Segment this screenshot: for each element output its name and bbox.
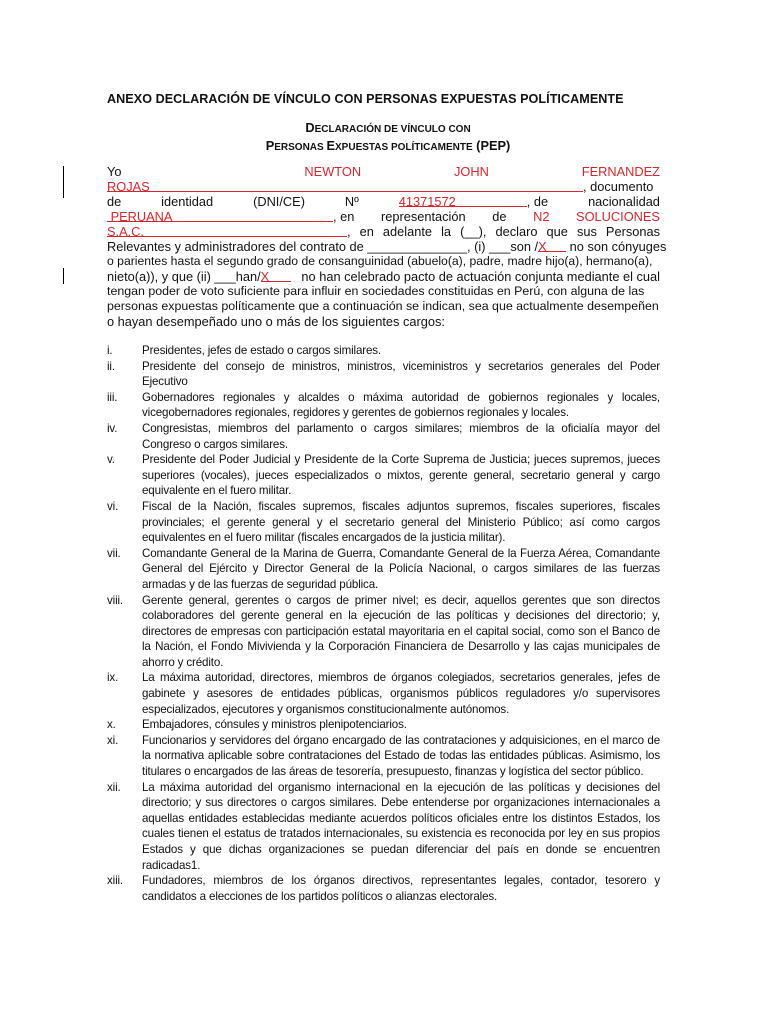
company-field: S.A.C. [107,224,144,239]
declaration-text: no son cónyuges [569,239,667,254]
nationality-value: PERUANA [110,209,173,224]
declaration-line [107,164,660,179]
change-bar [63,166,64,198]
document-title: ANEXO DECLARACIÓN DE VÍNCULO CON PERSONAS EXPUESTAS POLÍTICAMENTE [107,92,624,106]
cargo-number: iii. [107,390,118,404]
declaration-text: , documento [583,179,654,194]
cargo-text: Gobernadores regionales y alcaldes o máxima autoridad de gobiernos regionales y locales, vicegobernadores regionales, regidores y gerentes de gobiernos regionales y locales. [142,390,660,420]
declaration-text: Nº [344,194,359,209]
checkbox-mark [261,269,291,282]
declaration-line [107,224,660,239]
declaration-text: personas expuestas políticamente que a continuación se indican, sea que actualmente desempeñen [107,299,659,313]
change-bar [63,268,64,284]
dni-value: 41371572 [398,194,456,209]
cargo-number: xi. [107,733,119,747]
cargo-list-item [107,499,660,546]
declaration-text: , en [333,209,355,224]
declaration-text: (DNI/CE) [253,194,305,209]
cargo-list-item [107,670,660,717]
declaration-line [107,209,660,224]
subtitle-cap: D [305,120,315,135]
declaration-text: , de [526,194,549,209]
name-field-middle: JOHN [454,164,489,179]
declaration-line [107,299,660,314]
declaration-line [107,284,660,299]
cargo-number: xiii. [107,874,123,888]
subtitle-cap: P [265,138,275,153]
declaration-paragraph [107,164,667,329]
cargo-list-item [107,390,660,421]
cargo-number: xii. [107,780,121,794]
subtitle-cap: E [326,138,336,153]
declaration-line [107,194,660,209]
cargo-number: vi. [107,499,119,513]
subtitle-text: ECLARACIÓN DE VÍNCULO CON [314,124,471,135]
declaration-line [107,254,660,269]
cargo-text: La máxima autoridad del organismo internacional en la ejecución de las políticas y decisiones del directorio; y sus directores o cargos similares. Debe entenderse por organizaciones internacionales a aquellas entidades establecidas mediante acuerdos políticos oficiales entre los distintos Estados, los cuales tienen el estatus de tratados internacionales, su existencia es reconocida por ley en sus propios Estados y que dichas organizaciones se puedan diferenciar del país en donde se encuentren radicadas1. [142,780,660,872]
cargo-list-item [107,452,660,499]
cargo-number: viii. [107,593,123,607]
declaration-text: Relevantes y administradores del contrato de ______________, (i) ___son / [107,239,539,254]
subtitle-text: (PEP) [472,138,511,153]
declaration-text: tengan poder de voto suficiente para influir en sociedades constituidas en Perú, con alguna de las [107,284,645,298]
mark-x: X [538,239,547,254]
name-field-first: NEWTON [304,164,362,179]
cargo-text: Funcionarios y servidores del órgano encargado de las contrataciones y adquisiciones, en el marco de la normativa aplicable sobre contrataciones del Estado de todas las entidades públicas. Asimismo, los titulares o encargados de las áreas de tesorería, presupuesto, finanzas y logística del sector público. [142,733,660,779]
declaration-text: Yo [107,164,122,179]
cargo-number: vii. [107,546,121,560]
cargo-number: v. [107,453,115,467]
declaration-text: representación [380,209,466,224]
mark-x: X [260,269,270,284]
cargo-list-item [107,717,660,733]
cargo-text: Comandante General de la Marina de Guerra, Comandante General de la Fuerza Aérea, Comandante General del Ejército y Director General de la Policía Nacional, o cargos similares de las fuerzas armadas y de las fuerzas de seguridad pública. [142,546,660,591]
cargo-text: Gerente general, gerentes o cargos de primer nivel; es decir, aquellos gerentes que son directos colaboradores del gerente general en la ejecución de las políticas y decisiones del directorio; y, directores de empresas con participación estatal mayoritaria en el capital social, como son el Banco de la Nación, el Fondo Mivivienda y la Corporación Financiera de Desarrollo y las cajas municipales de ahorro y crédito. [142,593,660,669]
cargo-text: Presidente del consejo de ministros, ministros, viceministros y secretarios generales del Poder Ejecutivo [142,359,660,389]
declaration-text: o hayan desempeñado uno o más de los siguientes cargos: [107,314,445,329]
dni-field [399,194,527,207]
cargo-number: x. [107,718,116,732]
cargo-number: ix. [107,671,119,685]
name-field-last: FERNANDEZ [581,164,660,179]
declaration-text: identidad [161,194,214,209]
declaration-line [107,239,667,254]
declaration-text: de [492,209,507,224]
company-field: SOLUCIONES [576,209,660,224]
cargo-list-item [107,343,660,359]
cargo-text: Congresistas, miembros del parlamento o cargos similares; miembros de la oficialía mayor del Congreso o cargos similares. [142,421,660,451]
cargo-list-item [107,593,660,671]
declaration-line [107,179,660,194]
cargo-text: Embajadores, cónsules y ministros plenipotenciarios. [142,718,407,732]
cargo-text: La máxima autoridad, directores, miembros de órganos colegiados, secretarios generales, jefes de gabinete y asesores de entidades públicas, organismos públicos reguladores y/o supervisores especializados, ejecutores y organismos constitucionalmente autónomos. [142,671,660,716]
name-field-underline [107,179,583,192]
cargo-list [107,343,660,904]
cargo-list-item [107,421,660,452]
company-field: N2 [533,209,550,224]
subtitle-text: XPUESTAS POLÍTICAMENTE [335,142,473,153]
cargo-number: i. [107,344,113,357]
declaration-line [107,269,660,284]
cargo-list-item [107,733,660,780]
cargo-text: Presidentes, jefes de estado o cargos similares. [142,344,381,357]
cargo-list-item [107,546,660,593]
declaration-line [107,314,660,329]
document-subtitle [200,120,576,156]
cargo-list-item [107,873,660,904]
declaration-text: nacionalidad [588,194,660,209]
checkbox-mark [538,239,566,252]
cargo-list-item [107,780,660,874]
cargo-text: Fundadores, miembros de los órganos directivos, representantes legales, contador, tesorero y candidatos a elecciones de los partidos políticos o alianzas electorales. [142,874,660,903]
cargo-number: ii. [107,359,115,373]
cargo-text: Fiscal de la Nación, fiscales supremos, fiscales adjuntos supremos, fiscales superiores, fiscales provinciales; el gerente general y el secretario general del Ministerio Público; así como cargos equivalentes en el fuero militar (fiscales encargados de la justicia militar). [142,499,660,545]
declaration-text: de [107,194,122,209]
subtitle-line-2 [200,138,576,156]
nationality-field [107,209,333,222]
cargo-list-item [107,359,660,390]
cargo-text: Presidente del Poder Judicial y Presidente de la Corte Suprema de Justicia; jueces supremos, jueces superiores (vocales), jueces especializados o mixtos, gerente general, secretario general y cargo equivalente en el fuero militar. [142,453,660,498]
declaration-text: , en adelante la (__), declaro que sus Personas [347,224,660,239]
declaration-text: o parientes hasta el segundo grado de consanguinidad (abuelo(a), padre, madre hijo(a), hermano(a), [107,254,653,268]
subtitle-text: ERSONAS [274,142,327,153]
name-field-last2: ROJAS [107,179,150,194]
subtitle-line-1 [200,120,576,138]
company-field-underline [107,224,347,237]
declaration-text: nieto(a)), y que (ii) ___han/ [107,269,261,284]
declaration-text: no han celebrado pacto de actuación conjunta mediante el cual [301,269,660,284]
cargo-number: iv. [107,421,118,435]
